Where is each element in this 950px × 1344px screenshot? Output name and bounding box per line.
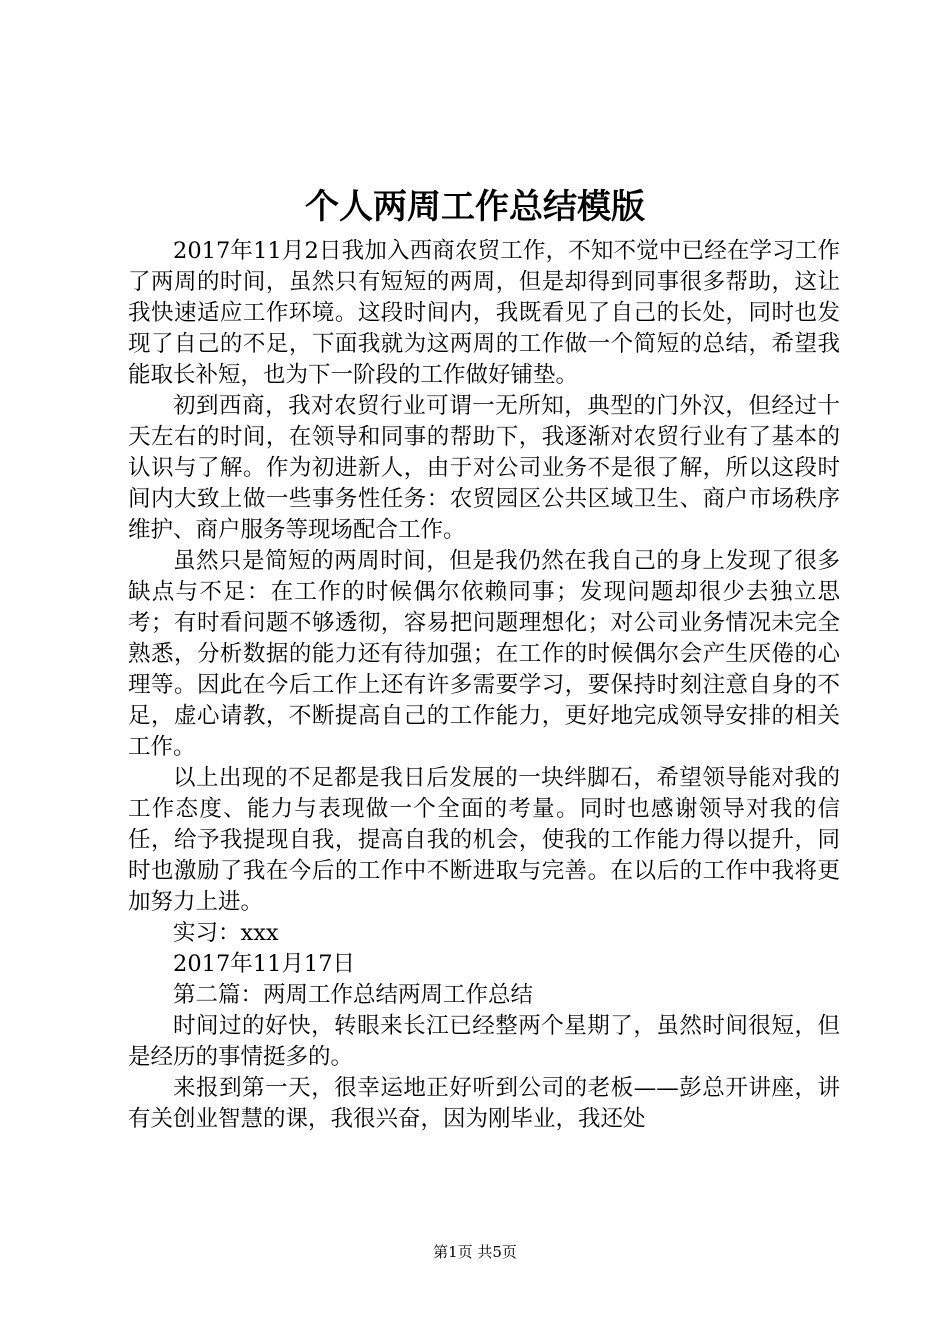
- document-body: [128, 236, 840, 1135]
- document-title: 个人两周工作总结模版: [305, 187, 645, 227]
- paragraph: 来报到第一天，很幸运地正好听到公司的老板——彭总开讲座，讲有关创业智慧的课，我很兴奋，因为刚毕业，我还处: [128, 1075, 840, 1132]
- paragraph: 以上出现的不足都是我日后发展的一块绊脚石，希望领导能对我的工作态度、能力与表现做一个全面的考量。同时也感谢领导对我的信任，给予我提现自我，提高自我的机会，使我的工作能力得以提升，同时也激励了我在今后的工作中不断进取与完善。在以后的工作中我将更加努力上进。: [128, 765, 840, 915]
- paragraph: 初到西商，我对农贸行业可谓一无所知，典型的门外汉，但经过十天左右的时间，在领导和同事的帮助下，我逐渐对农贸行业有了基本的认识与了解。作为初进新人，由于对公司业务不是很了解，所以这段时间内大致上做一些事务性任务：农贸园区公共区域卫生、商户市场秩序维护、商户服务等现场配合工作。: [128, 393, 840, 543]
- paragraph: 2017年11月2日我加入西商农贸工作，不知不觉中已经在学习工作了两周的时间，虽然只有短短的两周，但是却得到同事很多帮助，这让我快速适应工作环境。这段时间内，我既看见了自己的长处，同时也发现了自己的不足，下面我就为这两周的工作做一个简短的总结，希望我能取长补短，也为下一阶段的工作做好铺垫。: [128, 238, 840, 388]
- page-footer: 第1页 共5页: [433, 1243, 517, 1261]
- section-heading: 第二篇：两周工作总结两周工作总结: [173, 982, 534, 1008]
- date-line: 2017年11月17日: [173, 951, 356, 977]
- paragraph: 虽然只是简短的两周时间，但是我仍然在我自己的身上发现了很多缺点与不足：在工作的时候偶尔依赖同事；发现问题却很少去独立思考；有时看问题不够透彻，容易把问题理想化；对公司业务情况未完全熟悉，分析数据的能力还有待加强；在工作的时候偶尔会产生厌倦的心理等。因此在今后工作上还有许多需要学习，要保持时刻注意自身的不足，虚心请教，不断提高自己的工作能力，更好地完成领导安排的相关工作。: [128, 548, 840, 760]
- paragraph: 时间过的好快，转眼来长江已经整两个星期了，虽然时间很短，但是经历的事情挺多的。: [128, 1013, 840, 1070]
- signature-line: 实习：xxx: [173, 920, 279, 946]
